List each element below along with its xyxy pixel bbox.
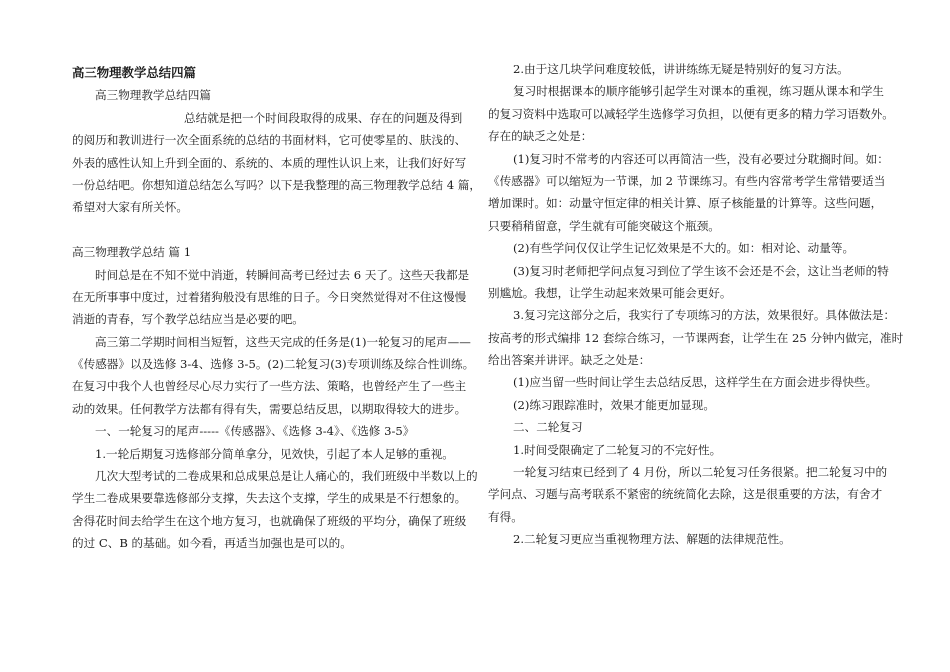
text-line: 3.复习完这部分之后，我实行了专项练习的方法，效果很好。具体做法是： [513,308,896,323]
text-line: 给出答案并讲评。缺乏之处是： [488,353,651,368]
text-line [72,219,464,241]
text-line: (1)应当留一些时间让学生去总结反思，这样学生在方面会进步得快些。 [513,375,878,390]
text-line: 2.由于这几块学问难度较低，讲讲练练无疑是特别好的复习方法。 [513,62,849,76]
text-line: 一、一轮复习的尾声-----《传感器》、《选修 3-4》、《选修 3-5》 [95,424,415,439]
text-line: 的过 C、B 的基础。如今看，再适当加强也是可以的。 [72,536,352,551]
text-line: 希望对大家有所关怀。 [72,200,188,215]
text-line: 存在的缺乏之处是： [488,129,593,144]
text-line: 几次大型考试的二卷成果和总成果总是让人痛心的，我们班级中半数以上的 [95,469,478,484]
text-line: 1.一轮后期复习选修部分简单拿分，见效快，引起了本人足够的重视。 [95,446,454,461]
text-line: 只要稍稍留意，学生就有可能突破这个瓶颈。 [488,218,720,233]
left-column [72,58,481,555]
text-line: 舍得花时间去给学生在这个地方复习，也就确保了班级的平均分，确保了班级 [72,513,467,528]
text-line: 二、二轮复习 [513,420,583,435]
text-line: 消逝的青春，写个教学总结应当是必要的吧。 [72,312,304,327]
text-line: 《传感器》可以缩短为一节课，加 2 节课练习。有些内容常考学生常错要适当 [488,173,886,188]
text-line: 在无所事事中度过，过着猪狗般没有思维的日子。今日突然觉得对不住这慢慢 [72,289,467,304]
text-line: 一份总结吧。你想知道总结怎么写吗？以下是我整理的高三物理教学总结 4 篇， [72,177,481,192]
text-line: (1)复习时不常考的内容还可以再简洁一些，没有必要过分耽搁时间。如： [513,151,889,166]
text-line: 按高考的形式编排 12 套综合练习，一节课两套，让学生在 25 分钟内做完，准时 [488,330,904,345]
text-line: 复习时根据课本的顺序能够引起学生对课本的重视，练习题从课本和学生 [513,84,885,99]
text-line: 增加课时。如：动量守恒定律的相关计算、原子核能量的计算等。这些问题， [488,196,883,211]
text-line: 2.二轮复习更应当重视物理方法、解题的法律规范性。 [513,532,791,547]
document-title: 高三物理教学总结四篇 [72,65,196,80]
text-line: (3)复习时老师把学问点复习到位了学生该不会还是不会，这让当老师的特 [513,263,889,278]
text-line: 学生二卷成果要靠选修部分支撑，失去这个支撑，学生的成果是不行想象的。 [72,491,467,506]
left-paragraphs [72,84,481,554]
text-line: 一轮复习结束已经到了 4 月份，所以二轮复习任务很紧。把二轮复习中的 [513,465,888,480]
text-line: 总结就是把一个时间段取得的成果、存在的问题及得到 [184,110,463,125]
text-line: 高三第二学期时间相当短暂，这些天完成的任务是(1)一轮复习的尾声—— [95,334,471,349]
right-paragraphs [488,58,904,551]
text-line: 高三物理教学总结四篇 [95,88,211,103]
text-line: 高三物理教学总结 篇 1 [72,245,192,260]
text-line: 有得。 [488,509,523,524]
text-line: 外表的感性认知上升到全面的、系统的、本质的理性认识上来，让我们好好写 [72,155,467,170]
text-line: 时间总是在不知不觉中消逝，转瞬间高考已经过去 6 天了。这些天我都是 [95,267,470,282]
text-line: 学问点、习题与高考联系不紧密的统统简化去除，这是很重要的方法，有舍才 [488,487,883,502]
text-line: 别尴尬。我想，让学生动起来效果可能会更好。 [488,285,732,300]
right-column [488,58,904,551]
text-line: 在复习中我个人也曾经尽心尽力实行了一些方法、策略，也曾经产生了一些主 [72,379,467,394]
text-line: 的阅历和教训进行一次全面系统的总结的书面材料，它可使零星的、肤浅的、 [72,133,467,148]
text-line: 动的效果。任何教学方法都有得有失，需要总结反思，以期取得较大的进步。 [72,401,467,416]
text-line: 《传感器》以及选修 3-4、选修 3-5。(2)二轮复习(3)专项训练及综合性训练。 [72,357,475,372]
text-line: (2)练习跟踪准时，效果才能更加显现。 [513,397,715,412]
text-line: 1.时间受限确定了二轮复习的不完好性。 [513,442,722,457]
text-line: 的复习资料中选取可以减轻学生选修学习负担，以便有更多的精力学习语数外。 [488,106,894,121]
text-line: (2)有些学问仅仅让学生记忆效果是不大的。如：相对论、动量等。 [513,241,855,256]
